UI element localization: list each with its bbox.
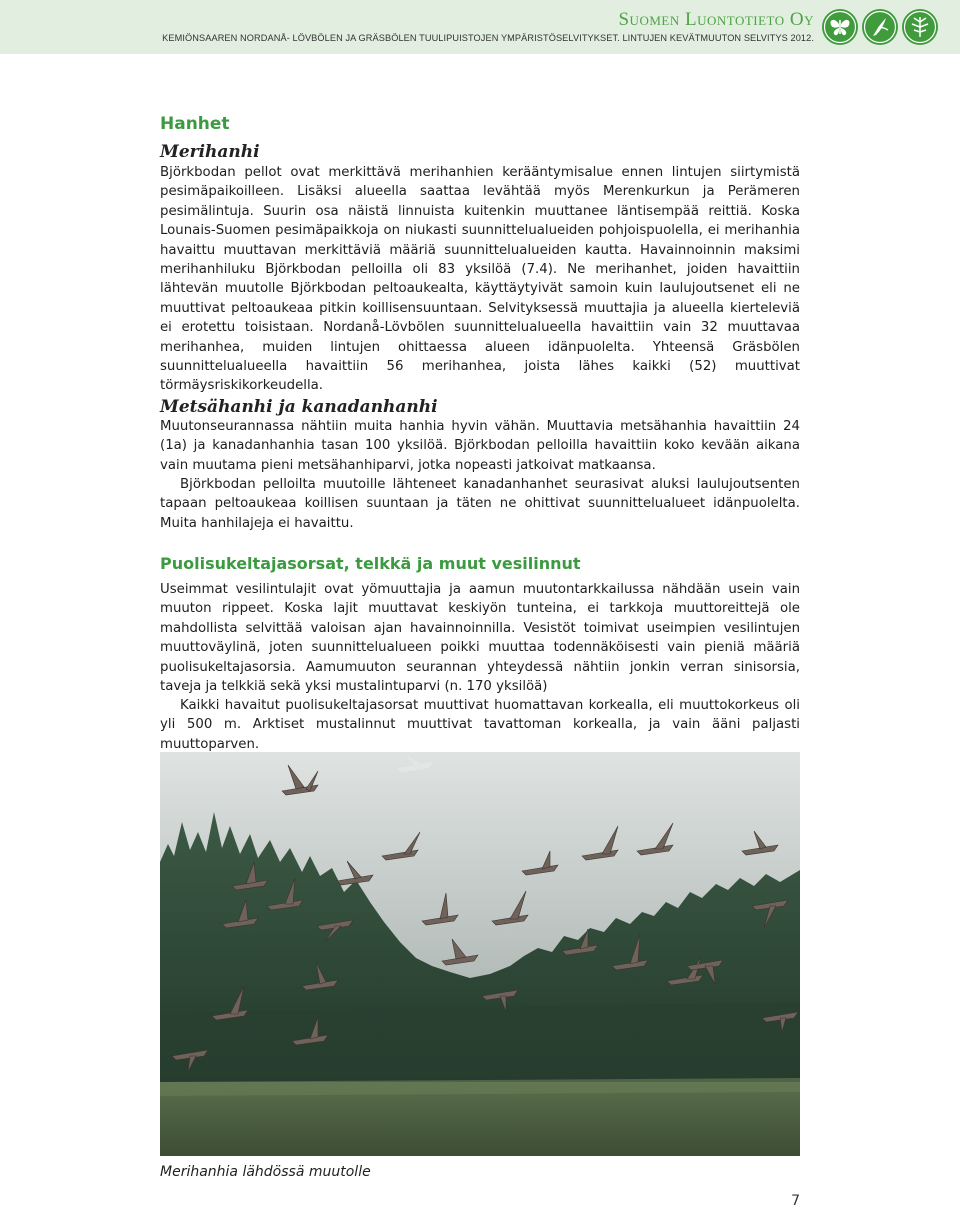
metsahanhi-paragraph-1: Muutonseurannassa nähtiin muita hanhia hyvin vähän. Muuttavia metsähanhia havaittiin 24 (1a) ja kanadanhanhia tasan 100 yksilöä. Björkbodan pelloilla havaittiin koko kevään aikana vain muutama pieni metsähanhiparvi, jotka nopeasti jatkoivat matkaansa. <box>160 419 800 473</box>
vesilinnut-paragraph-2: Kaikki havaitut puolisukeltajasorsat muuttivat huomattavan korkealla, eli muuttokorkeus oli yli 500 m. Arktiset mustalinnut muuttivat tavattoman korkealla, ja vain ääni paljasti muuttoparven. <box>160 698 800 752</box>
photo-caption: Merihanhia lähdössä muutolle <box>160 1164 371 1180</box>
butterfly-icon <box>822 9 858 45</box>
plant-icon <box>902 9 938 45</box>
metsahanhi-heading: Metsähanhi ja kanadanhanhi <box>160 397 438 417</box>
report-subtitle: KEMIÖNSAAREN NORDANÅ- LÖVBÖLEN JA GRÄSBÖLEN TUULIPUISTOJEN YMPÄRISTÖSELVITYKSET. LINTUJEN KEVÄTMUUTON SELVITYS 2012. <box>162 33 814 43</box>
page-number: 7 <box>791 1193 800 1209</box>
metsahanhi-paragraph-2: Björkbodan pelloilta muutoille lähteneet kanadanhanhet seurasivat aluksi laulujoutsenten tapaan peltoaukeaa koillisen suuntaan ja täten ne ohittivat suunnittelualueet idänpuolelta. Muita hanhilajeja ei havaittu. <box>160 477 800 531</box>
header-band <box>0 0 960 54</box>
vesilinnut-paragraph-1: Useimmat vesilintulajit ovat yömuuttajia ja aamun muutontarkkailussa nähdään usein vain muuton rippeet. Koska lajit muuttavat keskiyön tunteina, ei tarkkoja muuttoreittejä ole mahdollista selvittää valoisan ajan havainnoinnilla. Vesistöt toimivat useimpien vesilintujen muuttoväylinä, joten suunnittelualueen poikki muuttaa todennäköisesti vain pieniä määriä puolisukeltajasorsia. Aamumuuton seurannan yhteydessä nähtiin jonkin verran sinisorsia, taveja ja telkkiä sekä yksi mustalintuparvi (n. 170 yksilöä) <box>160 582 800 695</box>
geese-photo <box>160 752 800 1156</box>
merihanhi-heading: Merihanhi <box>160 142 260 162</box>
section-title: Hanhet <box>160 114 230 134</box>
merihanhi-paragraph: Björkbodan pellot ovat merkittävä merihanhien kerääntymisalue ennen lintujen siirtymistä pesimäpaikoilleen. Lisäksi alueella saattaa levähtää myös Merenkurkun ja Perämeren pesimälintuja. Suurin osa näistä linnuista kuitenkin muuttanee läntisempää reittiä. Koska Lounais-Suomen pesimäpaikkoja on niukasti suunnittelualueiden pohjoispuolella, ei merihanhia havaittu muuttavan merkittäviä määriä suunnittelualueiden kautta. Havainnoinnin maksimi merihanhiluku Björkbodan pelloilla oli 83 yksilöä (7.4). Ne merihanhet, joiden havaittiin lähtevän muutolle Björkbodan peltoaukealta, käyttäytyivät samoin kuin laulujoutsenet eli ne muuttivat peltoaukeaa pitkin koillisensuuntaan. Selvityksessä muuttajia ja alueella kierteleviä ei erotettu toisistaan. Nordanå-Lövbölen suunnittelualueella havaittiin vain 32 muuttavaa merihanhea, muiden lintujen ohittaessa alueen idänpuolelta. Yhteensä Gräsbölen suunnittelualueella havaittiin 56 merihanhea, joista lähes kaikki (52) muuttivat törmäysriskikorkeudella. <box>160 165 800 394</box>
bird-icon <box>862 9 898 45</box>
vesilinnut-heading: Puolisukeltajasorsat, telkkä ja muut vesilinnut <box>160 554 581 573</box>
publisher-name: Suomen Luontotieto Oy <box>618 9 814 30</box>
